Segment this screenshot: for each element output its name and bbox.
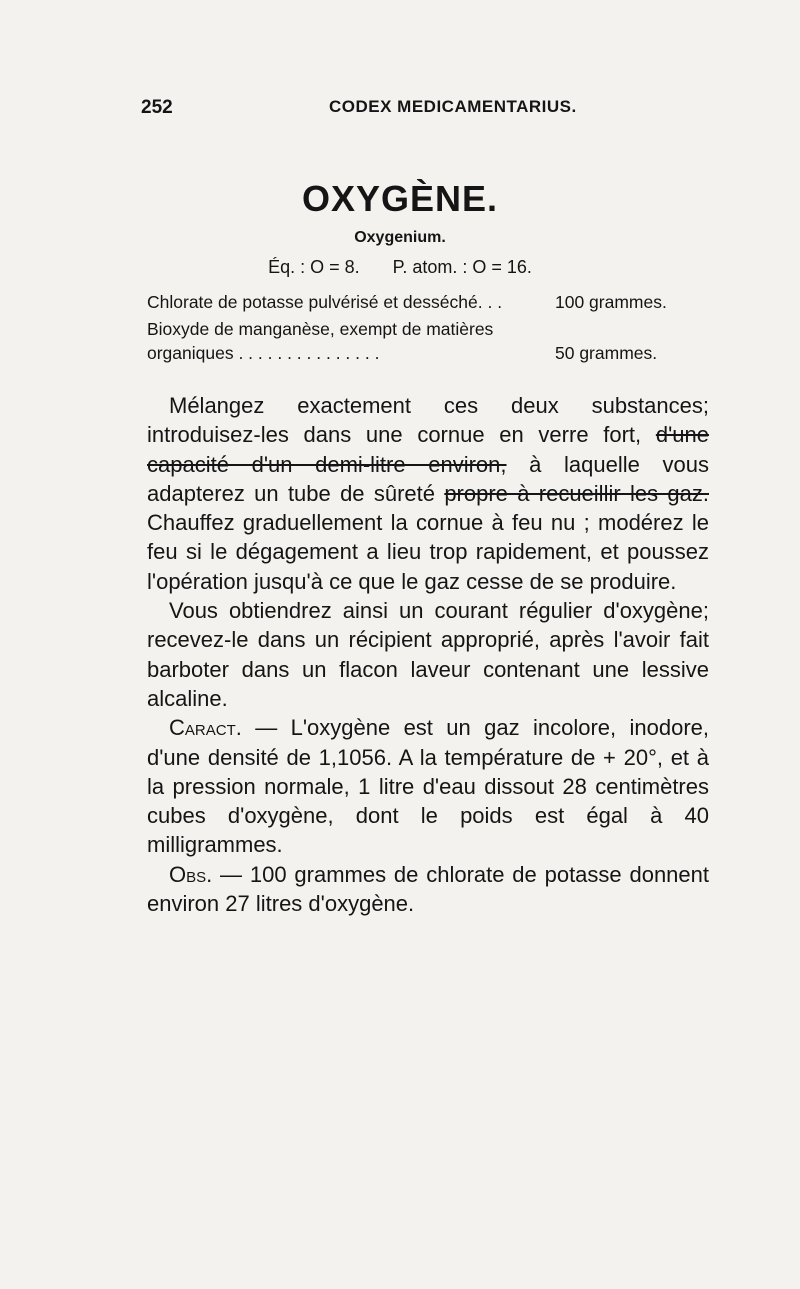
paragraph-1-text-a: Mélangez exactement ces deux substances; introduisez-les dans une cornue en verre fort, (147, 393, 709, 448)
paragraph-2: Vous obtiendrez ainsi un courant régulier d'oxygène; recevez-le dans un récipient approprié, après l'avoir fait barboter dans un flacon laveur contenant une lessive alcaline. (147, 598, 709, 711)
recipe-line-1 (147, 292, 707, 313)
recipe-ingredient-2: Bioxyde de manganèse, exempt de matières (147, 319, 494, 339)
paragraph-3 (147, 713, 709, 859)
struck-text-2: propre à recueillir les gaz. (444, 480, 709, 506)
recipe-line-2 (147, 319, 707, 340)
body-text (147, 391, 709, 918)
paragraph-1 (147, 391, 709, 596)
paragraph-3-text: — L'oxygène est un gaz incolore, inodore, d'une densité de 1,1056. A la température de + 20°, et à la pression normale, 1 litre d'eau dissout 28 centimètres cubes d'oxygène, dont le poids est égal à 40 milligrammes. (147, 715, 709, 858)
paragraph-1-text-b: à laquelle vous adapterez un tube de sûreté (147, 451, 709, 506)
paragraph-4-text: — 100 grammes de chlorate de potasse donnent environ 27 litres d'oxygène. (147, 861, 709, 917)
recipe-ingredient-3: organiques . . . . . . . . . . . . . . . (147, 343, 380, 363)
page-title: OXYGÈNE. (301, 178, 499, 219)
latin-name: Oxygenium. (354, 229, 446, 246)
paragraph-4 (147, 860, 709, 919)
recipe-line-3 (147, 343, 707, 364)
page-number: 252 (141, 97, 173, 118)
struck-text-1: d'une capacité d'un demi-litre environ, (147, 422, 709, 477)
recipe-ingredient-1: Chlorate de potasse pulvérisé et desséché. . . (147, 292, 503, 312)
equivalence-line (0, 257, 800, 278)
bleed-through-shadow (200, 140, 212, 178)
equivalent-weight: Éq. : O = 8. (268, 257, 360, 277)
paragraph-3-label: Caract. (169, 715, 242, 741)
paragraph-1-text-c: Chauffez graduellement la cornue à feu nu ; modérez le feu si le dégagement a lieu trop rapidement, et poussez l'opération jusqu'à ce que le gaz cesse de se produire. (147, 510, 709, 594)
recipe-amount-2: 50 grammes. (555, 343, 658, 363)
paragraph-4-label: Obs. (169, 861, 213, 887)
atomic-weight: P. atom. : O = 16. (392, 257, 532, 277)
running-head: CODEX MEDICAMENTARIUS. (329, 97, 577, 116)
recipe-amount-1: 100 grammes. (555, 292, 667, 312)
